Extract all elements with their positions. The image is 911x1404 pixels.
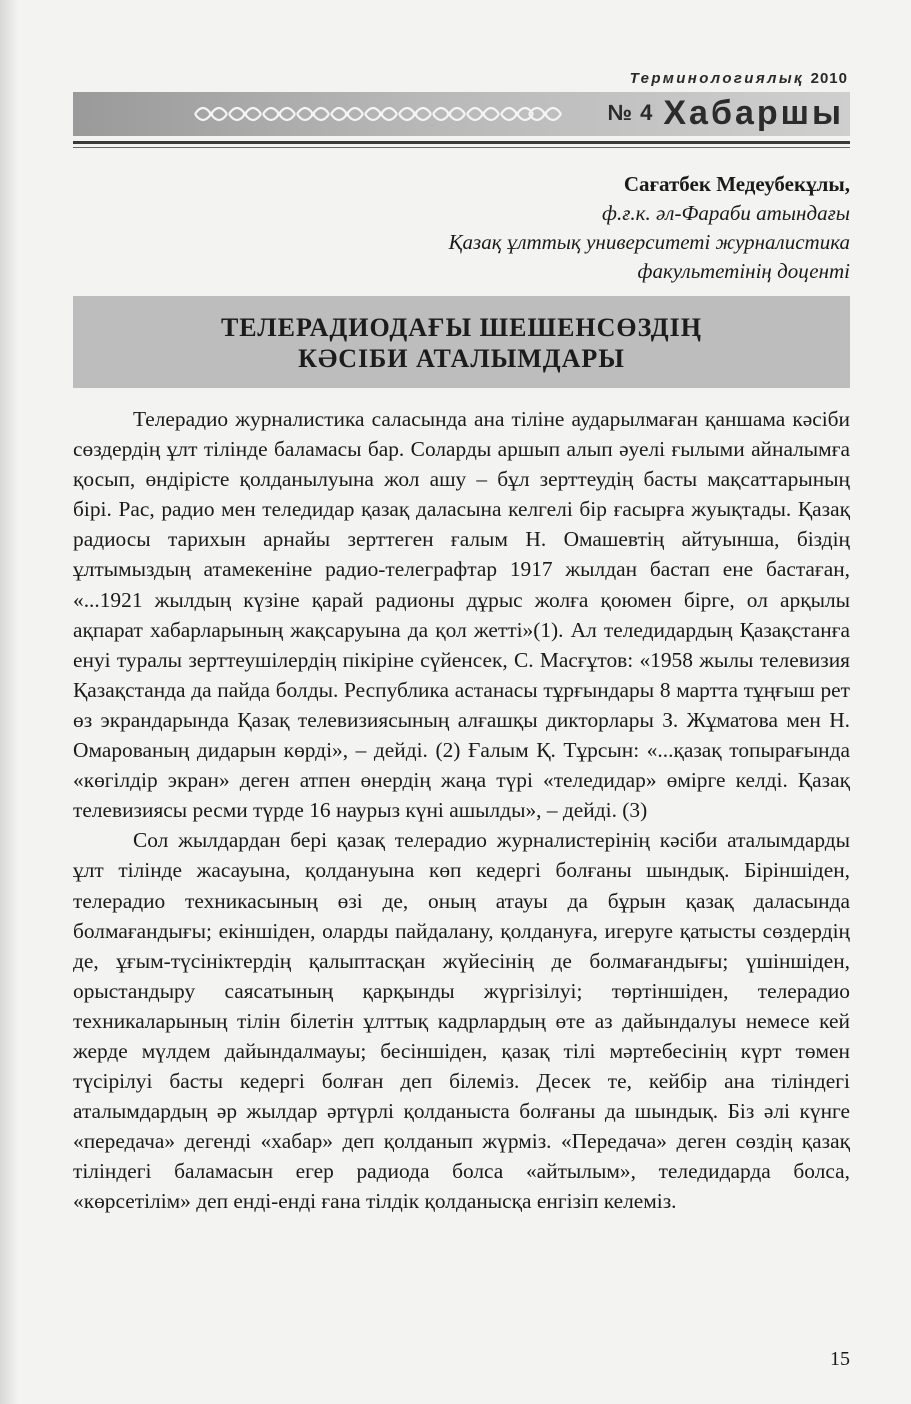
header-rule-thin [73, 147, 850, 148]
article-body [73, 404, 850, 1217]
article-title-line: КӘСІБИ АТАЛЫМДАРЫ [298, 344, 625, 373]
author-affiliation-line: факультетінің доценті [637, 259, 850, 283]
article-title-box [73, 296, 850, 388]
body-paragraph: Сол жылдардан бері қазақ телерадио журналистерінің кәсіби аталымдарды ұлт тілінде жасауына, қолдануына көп кедергі болғаны шындық. Біріншіден, телерадио техникасының өзі де, оның атауы да бұрын қазақ даласында болмағандығы; екіншіден, оларды пайдалану, қолдануға, игеруге қатысты сөздердің де, ұғым-түсініктердің қалыптасқан жүйесінің де болмағандығы; үшіншіден, орыстандыру саясатының қарқынды жүргізілуі; төртіншіден, телерадио техникаларының тілін білетін ұлттық кадрлардың өте аз дайындалуы немесе кей жерде мүлдем дайындалмауы; бесіншіден, қазақ тілі мәртебесінің күрт төмен түсірілуі басты кедергі болған деп білеміз. Десек те, кейбір ана тіліндегі аталымдардың әр жылдар әртүрлі қолданыста болғаны да шындық. Біз әлі күнге «передача» дегенді «хабар» деп қолданып жүрміз. «Передача» деген сөздің қазақ тіліндегі баламасын егер радиода болса «айтылым», теледидарда болса, «көрсетілім» деп енді-енді ғана тілдік қолданысқа енгізіп келеміз. [73, 828, 850, 1214]
author-affiliation-line: ф.ғ.к. әл-Фараби атындағы [602, 201, 850, 225]
running-head [560, 70, 848, 87]
journal-name: Хабаршы [663, 94, 844, 132]
header-rule-thick [73, 141, 850, 144]
gutter-shadow [0, 0, 18, 1404]
issue-title [607, 94, 844, 133]
page-number: 15 [830, 1348, 850, 1370]
body-paragraph: Телерадио журналистика саласында ана тіліне аударылмаған қаншама кәсіби сөздердің ұлт тілінде баламасы бар. Соларды аршып алып әуелі ғылыми айналымға қосып, өндірісте қолданылуына жол ашу – бұл зерттеудің басты мақсаттарының бірі. Рас, радио мен теледидар қазақ даласына келгелі бір ғасырға жуықтады. Қазақ радиосы тарихын арнайы зерттеген ғалым Н. Омашевтің айтуынша, біздің ұлтымыздың атамекеніне радио-телеграфтар 1917 жылдан бастап ене бастаған, «...1921 жылдың күзіне қарай радионы дұрыс жолға қоюмен бірге, ол арқылы ақпарат хабарларының жақсаруына да қол жетті»(1). Ал теледидардың Қазақстанға енуі туралы зерттеушілердің пікіріне сүйенсек, С. Масғұтов: «1958 жылы телевизия Қазақстанда да пайда болды. Республика астанасы тұрғындары 8 мартта тұңғыш рет өз экрандарында Қазақ телевизиясының алғашқы дикторлары З. Жұматова мен Н. Омарованың дидарын көрді», – дейді. (2) Ғалым Қ. Тұрсын: «...қазақ топырағында «көгілдір экран» деген атпен өнердің жаңа түрі «теледидар» өмірге келді. Қазақ телевизиясы ресми түрде 16 наурыз күні ашылды», – дейді. (3) [73, 407, 850, 823]
ornament-border-icon [193, 98, 563, 130]
issue-year: 2010 [810, 70, 848, 87]
journal-italic-title: Терминологиялық [629, 70, 805, 87]
author-name: Сағатбек Медеубекұлы, [623, 172, 850, 196]
article-title [73, 296, 850, 374]
article-title-line: ТЕЛЕРАДИОДАҒЫ ШЕШЕНСӨЗДІҢ [220, 313, 703, 342]
header-banner [73, 92, 850, 136]
issue-number: № 4 [607, 100, 654, 125]
author-block [300, 170, 850, 286]
author-affiliation-line: Қазақ ұлттық университеті журналистика [448, 230, 850, 254]
